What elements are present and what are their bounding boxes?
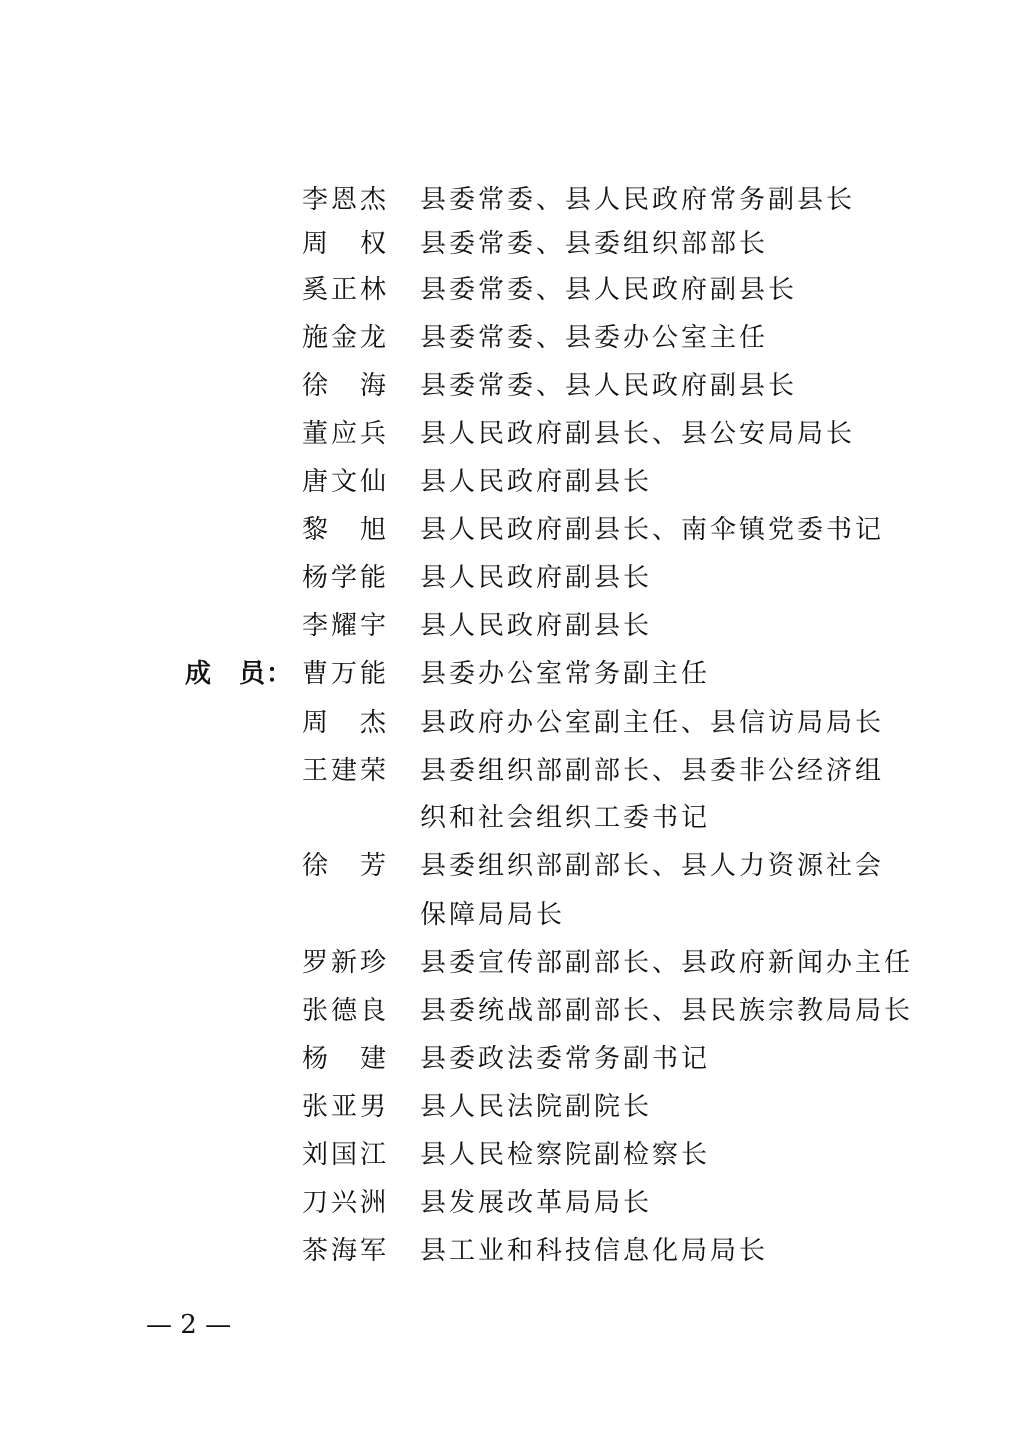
member-title: 县人民政府副县长 bbox=[420, 563, 653, 593]
member-row bbox=[0, 606, 1024, 646]
member-title: 县人民检察院副检察长 bbox=[420, 1140, 711, 1170]
section-label: 成 员： bbox=[185, 659, 294, 689]
member-name: 徐 芳 bbox=[302, 851, 390, 881]
member-title: 县人民政府副县长 bbox=[420, 467, 653, 497]
member-row bbox=[0, 1135, 1024, 1175]
member-title: 县人民法院副院长 bbox=[420, 1092, 653, 1122]
member-row bbox=[0, 1231, 1024, 1271]
member-title: 县委常委、县委组织部部长 bbox=[420, 229, 769, 259]
member-name: 王建荣 bbox=[302, 756, 390, 786]
member-name: 奚正林 bbox=[302, 275, 390, 305]
member-name: 徐 海 bbox=[302, 371, 390, 401]
member-title: 县委组织部副部长、县委非公经济组 bbox=[420, 756, 885, 786]
member-name: 施金龙 bbox=[302, 323, 390, 353]
member-name: 刘国江 bbox=[302, 1140, 390, 1170]
member-title: 县委统战部副部长、县民族宗教局局长 bbox=[420, 996, 914, 1026]
member-title: 县委宣传部副部长、县政府新闻办主任 bbox=[420, 948, 914, 978]
member-row bbox=[0, 318, 1024, 358]
member-title-continued: 织和社会组织工委书记 bbox=[420, 803, 711, 833]
member-row bbox=[0, 1183, 1024, 1223]
member-name: 张亚男 bbox=[302, 1092, 390, 1122]
member-title: 县人民政府副县长、县公安局局长 bbox=[420, 419, 856, 449]
member-name: 刀兴洲 bbox=[302, 1188, 390, 1218]
member-name: 张德良 bbox=[302, 996, 390, 1026]
member-row bbox=[0, 270, 1024, 310]
member-row bbox=[0, 558, 1024, 598]
member-row bbox=[0, 462, 1024, 502]
member-name: 黎 旭 bbox=[302, 515, 390, 545]
member-name: 茶海军 bbox=[302, 1236, 390, 1266]
member-title-continued: 保障局局长 bbox=[420, 900, 566, 930]
member-name: 周 杰 bbox=[302, 708, 390, 738]
member-title: 县政府办公室副主任、县信访局局长 bbox=[420, 708, 885, 738]
member-title: 县委常委、县人民政府副县长 bbox=[420, 275, 798, 305]
member-name: 曹万能 bbox=[302, 659, 390, 689]
member-name: 杨 建 bbox=[302, 1044, 390, 1074]
member-title: 县人民政府副县长 bbox=[420, 611, 653, 641]
member-row bbox=[0, 180, 1024, 220]
member-row bbox=[0, 224, 1024, 264]
member-row bbox=[0, 1039, 1024, 1079]
member-row bbox=[0, 366, 1024, 406]
member-title: 县委常委、县委办公室主任 bbox=[420, 323, 769, 353]
member-name: 罗新珍 bbox=[302, 948, 390, 978]
member-name: 李恩杰 bbox=[302, 185, 390, 215]
member-title: 县发展改革局局长 bbox=[420, 1188, 653, 1218]
member-row-continued bbox=[0, 798, 1024, 838]
member-name: 李耀宇 bbox=[302, 611, 390, 641]
member-row bbox=[0, 991, 1024, 1031]
member-title: 县委常委、县人民政府副县长 bbox=[420, 371, 798, 401]
member-row-continued bbox=[0, 895, 1024, 935]
member-name: 董应兵 bbox=[302, 419, 390, 449]
member-row bbox=[0, 751, 1024, 791]
member-name: 唐文仙 bbox=[302, 467, 390, 497]
member-row bbox=[0, 703, 1024, 743]
member-row bbox=[0, 943, 1024, 983]
member-row bbox=[0, 414, 1024, 454]
member-title: 县委常委、县人民政府常务副县长 bbox=[420, 185, 856, 215]
member-row bbox=[0, 654, 1024, 694]
member-row bbox=[0, 510, 1024, 550]
member-title: 县委政法委常务副书记 bbox=[420, 1044, 711, 1074]
member-title: 县委组织部副部长、县人力资源社会 bbox=[420, 851, 885, 881]
member-title: 县委办公室常务副主任 bbox=[420, 659, 711, 689]
member-row bbox=[0, 1087, 1024, 1127]
member-name: 周 权 bbox=[302, 229, 390, 259]
member-row bbox=[0, 846, 1024, 886]
member-title: 县工业和科技信息化局局长 bbox=[420, 1236, 769, 1266]
member-name: 杨学能 bbox=[302, 563, 390, 593]
member-title: 县人民政府副县长、南伞镇党委书记 bbox=[420, 515, 885, 545]
page-number: — 2 — bbox=[146, 1310, 232, 1340]
